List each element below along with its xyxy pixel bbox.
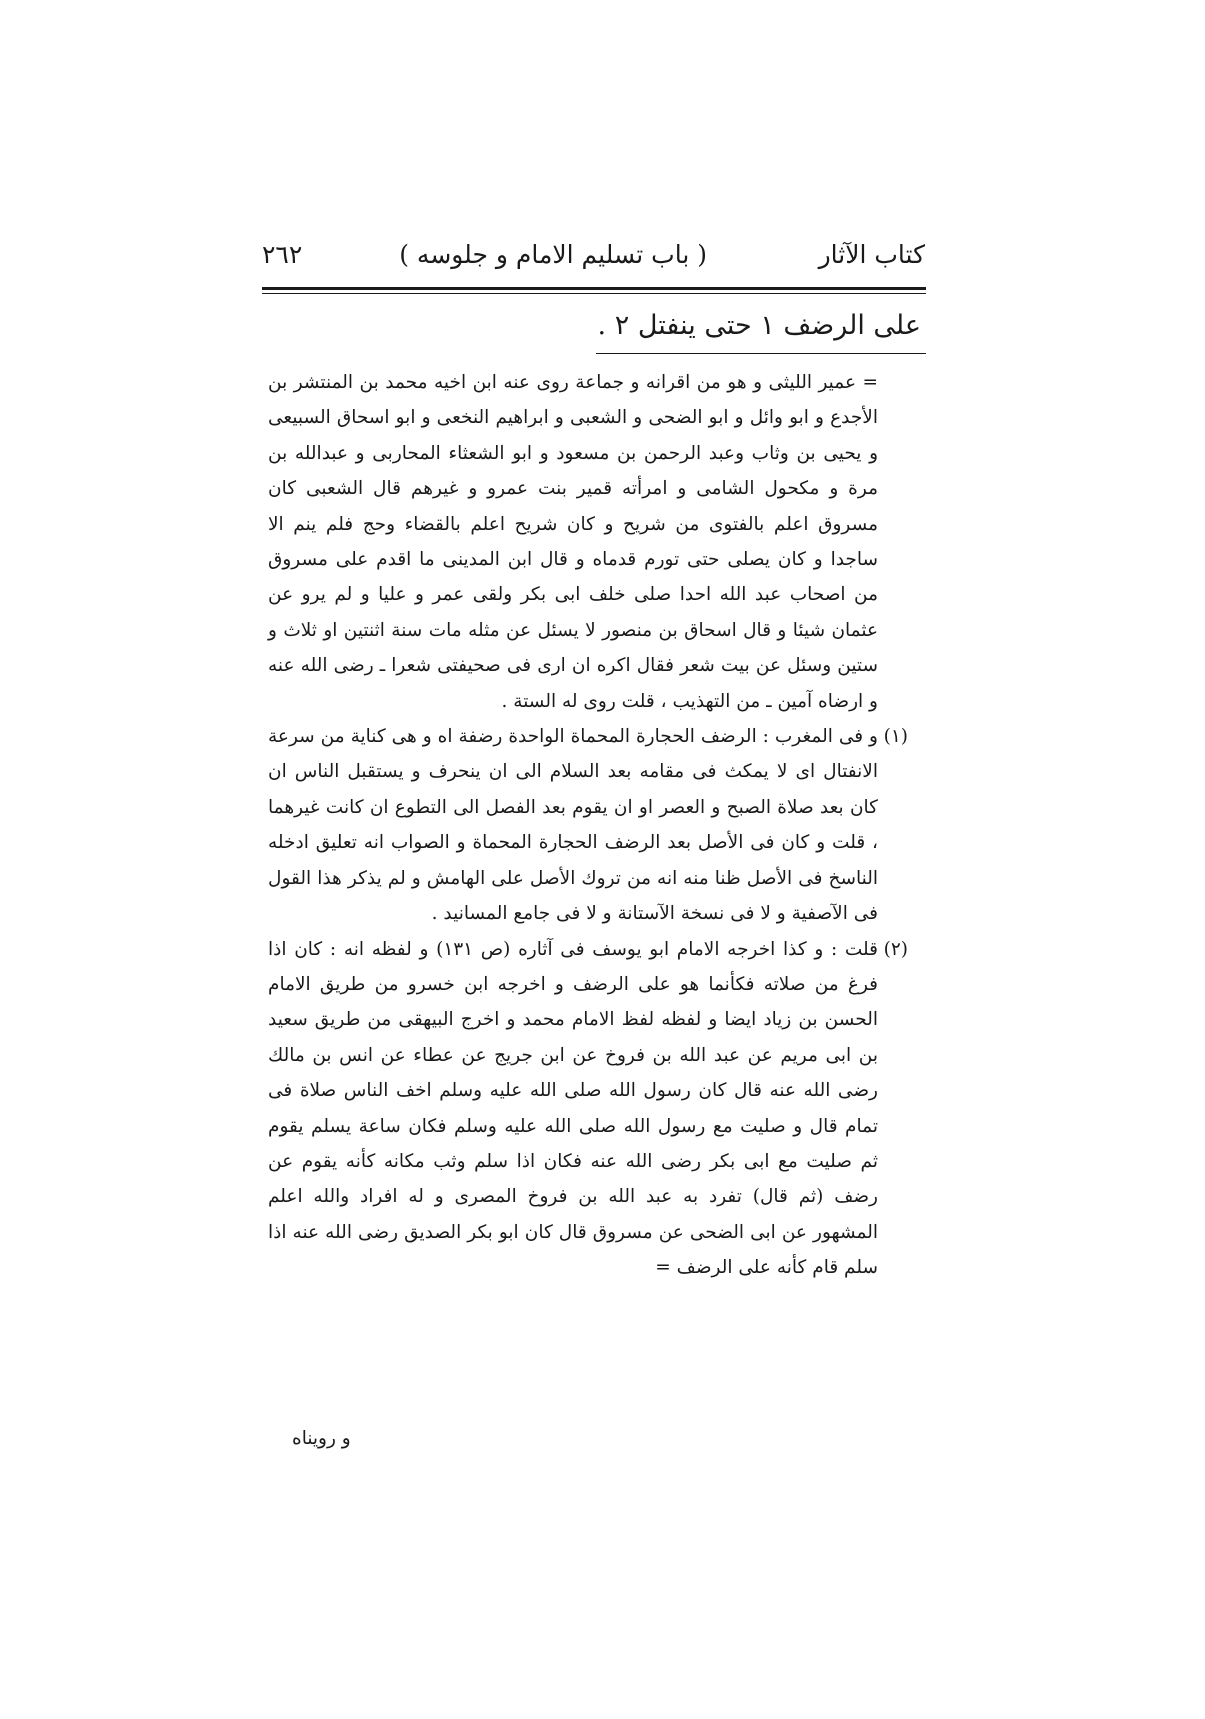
footnote-1-label: (١) — [883, 726, 908, 748]
running-header — [262, 232, 925, 280]
footnotes — [268, 365, 908, 1286]
footnote-separator — [596, 353, 926, 354]
catchword: و رويناه — [292, 1428, 351, 1449]
footnote-1 — [268, 719, 908, 931]
header-rule-thin — [262, 293, 926, 294]
footnote-continuation: = عمير الليثى و هو من اقرانه و جماعة روى عنه ابن اخيه محمد بن المنتشر بن الأجدع و ابو وائل و ابو الضحى و الشعبى و ابراهيم النخعى و ابو اسحاق السبيعى و يحيى بن وثاب وعبد الرحمن بن مسعود و ابو الشعثاء المحاربى و عبدالله بن مرة و مكحول الشامى و امرأته قمير بنت عمرو و غيرهم قال الشعبى كان مسروق اعلم بالفتوى من شريح و كان شريح اعلم بالقضاء وحج فلم ينم الا ساجدا و كان يصلى حتى تورم قدماه و قال ابن المدينى ما اقدم على مسروق من اصحاب عبد الله احدا صلى خلف ابى بكر ولقى عمر و عليا و لم يرو عن عثمان شيئا و قال اسحاق بن منصور لا يسئل عن مثله مات سنة اثنتين او ثلاث و ستين وسئل عن بيت شعر فقال اكره ان ارى فى صحيفتى شعرا ـ رضى الله عنه و ارضاه آمين ـ من التهذيب ، قلت روى له الستة . — [268, 372, 878, 712]
footnote-2-text: قلت : و كذا اخرجه الامام ابو يوسف فى آثاره (ص ١٣١) و لفظه انه : كان اذا فرغ من صلاته فكأنما هو على الرضف و اخرجه ابن خسرو من طريق الامام الحسن بن زياد ايضا و لفظه لفظ الامام محمد و اخرج البيهقى من طريق سعيد بن ابى مريم عن عبد الله بن فروخ عن ابن جريج عن عطاء عن انس بن مالك رضى الله عنه قال كان رسول الله صلى الله عليه وسلم اخف الناس صلاة فى تمام قال و صليت مع رسول الله صلى الله عليه وسلم فكان ساعة يسلم يقوم ثم صليت مع ابى بكر رضى الله عنه فكان اذا سلم وثب مكانه كأنه يقوم عن رضف (ثم قال) تفرد به عبد الله بن فروخ المصرى و له افراد والله اعلم المشهور عن ابى الضحى عن مسروق قال كان ابو بكر الصديق رضى الله عنه اذا سلم قام كأنه على الرضف = — [268, 938, 878, 1279]
chapter-title: ( باب تسليم الامام و جلوسه ) — [399, 240, 707, 269]
page-number: ٢٦٢ — [262, 240, 303, 269]
footnote-2-label: (٢) — [883, 938, 908, 960]
book-title: كتاب الآثار — [818, 240, 925, 269]
main-text: على الرضف ١ حتى ينفتل ٢ . — [597, 310, 921, 341]
footnote-2 — [268, 932, 908, 1286]
header-rule-thick — [262, 287, 926, 290]
footnote-1-text: و فى المغرب : الرضف الحجارة المحماة الواحدة رضفة اه و هى كناية من سرعة الانفتال اى لا يمكث فى مقامه بعد السلام الى ان ينحرف و يستقبل الناس ان كان بعد صلاة الصبح و العصر او ان يقوم بعد الفصل الى التطوع ان كانت غيرهما ، قلت و كان فى الأصل بعد الرضف الحجارة المحماة و الصواب انه تعليق ادخله الناسخ فى الأصل ظنا منه انه من تروك الأصل على الهامش و لم يذكر هذا القول فى الآصفية و لا فى نسخة الآستانة و لا فى جامع المسانيد . — [268, 726, 878, 925]
